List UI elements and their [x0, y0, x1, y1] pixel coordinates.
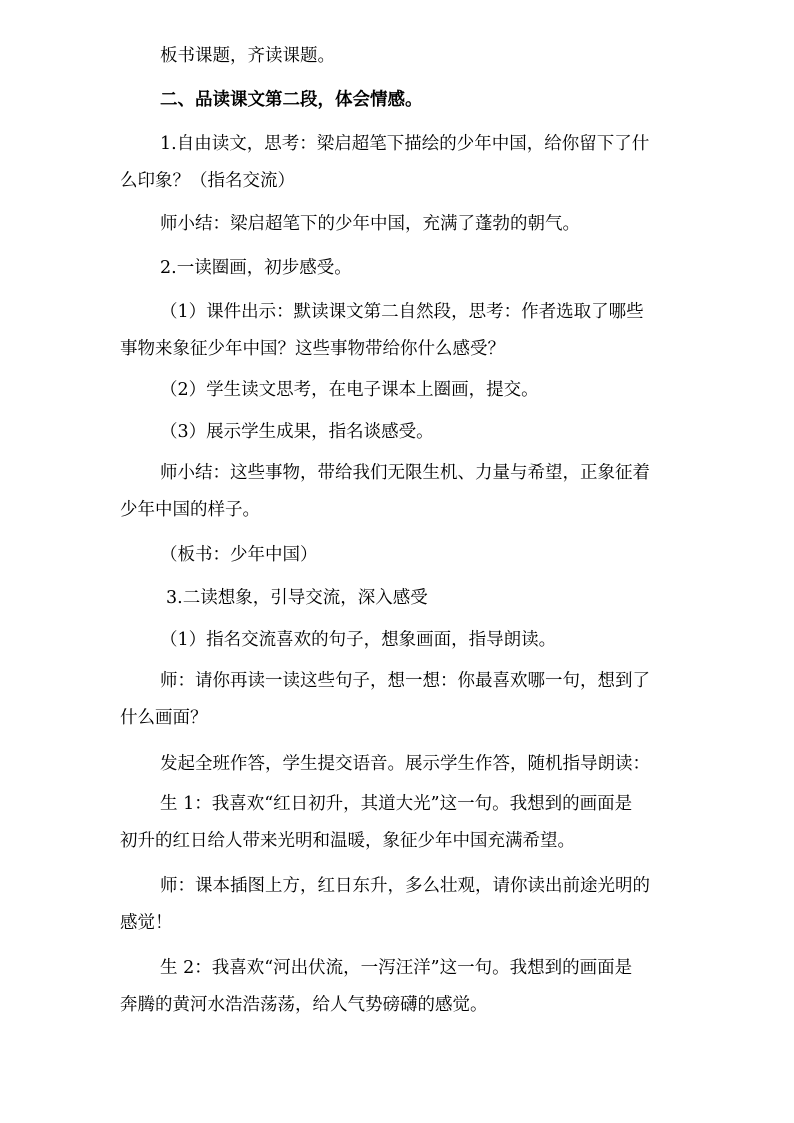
- paragraph-board-title: [160, 38, 720, 75]
- paragraph-step-3: [166, 580, 726, 617]
- text-line: 2.一读圈画，初步感受。: [160, 258, 352, 278]
- text-line: 师：课本插图上方，红日东升，多么壮观，请你读出前途光明的: [160, 876, 650, 896]
- text-line: 什么画面？: [120, 708, 208, 728]
- text-line: 么印象？（指名交流）: [120, 171, 295, 191]
- paragraph-step-2-3: [160, 414, 720, 451]
- paragraph-step-2-2: [160, 372, 720, 409]
- paragraph-teacher-comment: [120, 868, 680, 942]
- text-line: 师小结：梁启超笔下的少年中国，充满了蓬勃的朝气。: [160, 214, 580, 234]
- paragraph-step-1: [120, 126, 680, 200]
- paragraph-step-2-1: [120, 294, 680, 368]
- text-line: （3）展示学生成果，指名谈感受。: [160, 422, 434, 442]
- text-line: 感觉！: [120, 913, 173, 933]
- text-line: 师小结：这些事物，带给我们无限生机、力量与希望，正象征着: [160, 463, 650, 483]
- text-line: 少年中国的样子。: [120, 500, 260, 520]
- paragraph-board-note: [160, 537, 720, 574]
- text-line: 3.二读想象，引导交流，深入感受: [166, 588, 428, 608]
- paragraph-teacher-summary-1: [160, 206, 720, 243]
- paragraph-teacher-question: [120, 663, 680, 737]
- paragraph-step-2: [160, 250, 720, 287]
- text-line: 1.自由读文，思考：梁启超笔下描绘的少年中国，给你留下了什: [160, 134, 650, 154]
- text-line: （板书：少年中国）: [160, 545, 318, 565]
- text-line: 板书课题，齐读课题。: [160, 46, 335, 66]
- text-line: 生 2：我喜欢“河出伏流，一泻汪洋”这一句。我想到的画面是: [160, 958, 633, 978]
- text-line: 奔腾的黄河水浩浩荡荡，给人气势磅礴的感觉。: [120, 995, 488, 1015]
- paragraph-student-1: [120, 786, 680, 860]
- paragraph-teacher-summary-2: [120, 455, 680, 529]
- text-line: 师：请你再读一读这些句子，想一想：你最喜欢哪一句，想到了: [160, 671, 650, 691]
- text-line: （1）课件出示：默读课文第二自然段，思考：作者选取了哪些: [160, 302, 644, 322]
- text-line: （2）学生读文思考，在电子课本上圈画，提交。: [160, 380, 539, 400]
- text-line: 二、品读课文第二段，体会情感。: [160, 90, 423, 110]
- section-heading: [160, 82, 720, 119]
- text-line: 初升的红日给人带来光明和温暖，象征少年中国充满希望。: [120, 831, 575, 851]
- text-line: （1）指名交流喜欢的句子，想象画面，指导朗读。: [160, 630, 557, 650]
- text-line: 生 1：我喜欢“红日初升，其道大光”这一句。我想到的画面是: [160, 794, 633, 814]
- paragraph-student-2: [120, 950, 680, 1024]
- text-line: 事物来象征少年中国？这些事物带给你什么感受？: [120, 339, 505, 359]
- paragraph-step-3-1: [160, 622, 720, 659]
- paragraph-class-activity: [160, 746, 720, 783]
- text-line: 发起全班作答，学生提交语音。展示学生作答，随机指导朗读：: [160, 754, 650, 774]
